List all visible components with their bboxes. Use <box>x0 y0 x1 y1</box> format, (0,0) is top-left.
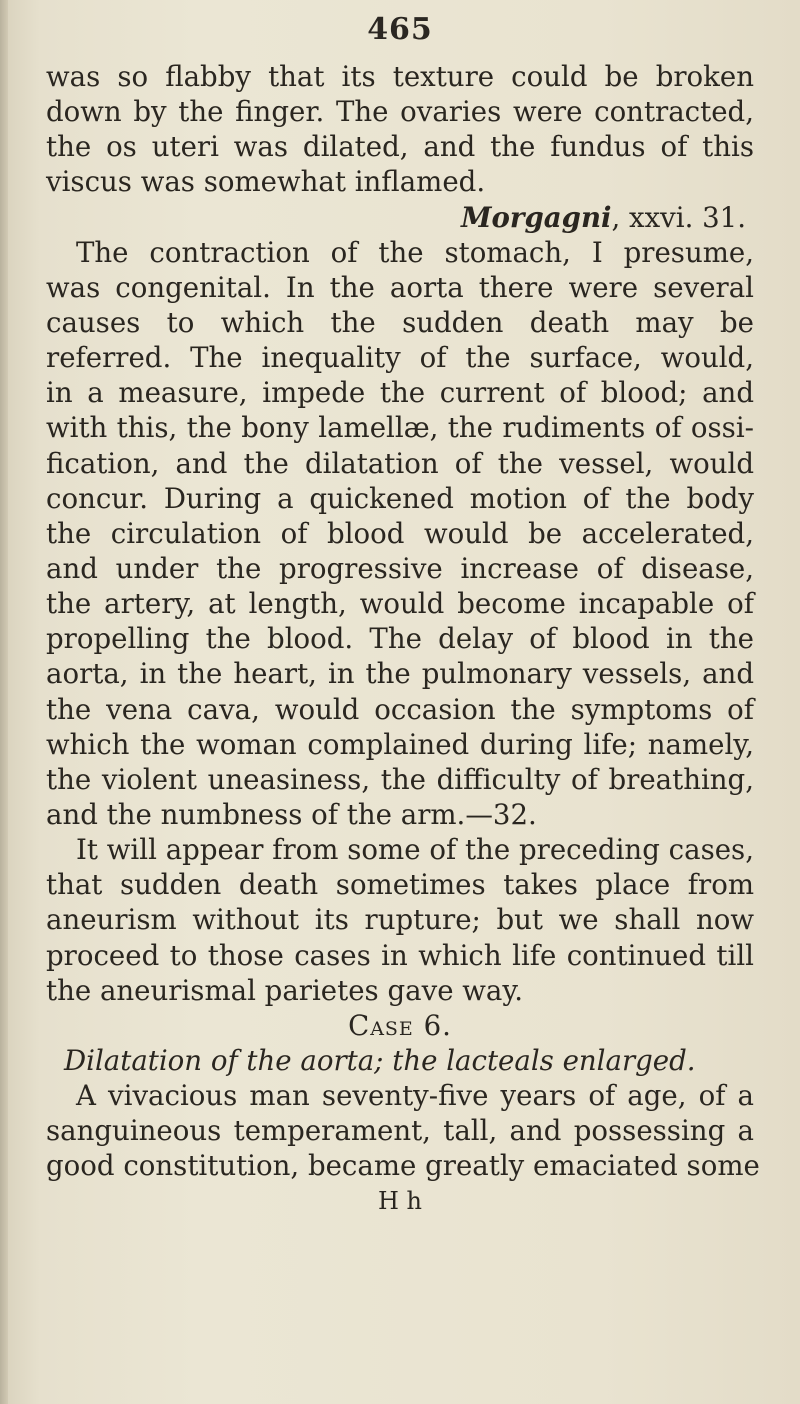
text-line: was congenital. In the aorta there were several <box>46 270 754 304</box>
text-line: propelling the blood. The delay of blood in the <box>46 622 754 656</box>
text-line: causes to which the sudden death may be <box>46 305 754 339</box>
text-line: viscus was somewhat inflamed. <box>46 165 486 199</box>
text-line: the vena cava, would occasion the symptoms of <box>46 692 754 726</box>
citation-reference: , xxvi. 31. <box>611 200 746 234</box>
signature-mark: H h <box>377 1186 422 1215</box>
text-line: The contraction of the stomach, I presume, <box>76 235 754 269</box>
text-line: the violent uneasiness, the difficulty of breathing, <box>46 762 754 796</box>
text-line: A vivacious man seventy-five years of age, of a <box>76 1079 754 1113</box>
text-line: the circulation of blood would be accelerated, <box>46 516 754 550</box>
text-line: the aneurismal parietes gave way. <box>46 973 524 1007</box>
text-line: proceed to those cases in which life continued till <box>46 938 754 972</box>
text-line: was so flabby that its texture could be broken <box>46 60 754 93</box>
text-line: concur. During a quickened motion of the body <box>46 481 754 515</box>
text-line: sanguineous temperament, tall, and possessing a <box>46 1114 754 1148</box>
citation <box>46 200 754 235</box>
text-line: down by the finger. The ovaries were contracted, <box>46 95 754 129</box>
case-heading: Case 6. <box>348 1008 452 1042</box>
text-line: It will appear from some of the preceding cases, <box>76 833 754 867</box>
text-line: the os uteri was dilated, and the fundus of this <box>46 130 754 164</box>
citation-author: Morgagni <box>460 200 612 234</box>
text-line: aneurism without its rupture; but we shall now <box>46 903 754 937</box>
page-number: 465 <box>367 12 433 47</box>
case-subheading: Dilatation of the aorta; the lacteals enlarged. <box>64 1043 696 1077</box>
text-line: that sudden death sometimes takes place from <box>46 868 754 902</box>
text-line: referred. The inequality of the surface, would, <box>46 341 754 375</box>
text-line: the artery, at length, would become incapable of <box>46 587 754 621</box>
text-line: and the numbness of the arm.—32. <box>46 797 537 831</box>
text-line: and under the progressive increase of disease, <box>46 551 754 585</box>
text-line: in a measure, impede the current of blood; and <box>46 376 754 410</box>
page-spine-shadow <box>0 0 8 1404</box>
text-line: which the woman complained during life; namely, <box>46 727 754 761</box>
page-body <box>46 59 760 1219</box>
text-line: with this, the bony lamellæ, the rudiments of ossi- <box>46 411 754 445</box>
text-line: fication, and the dilatation of the vessel, would <box>46 446 754 480</box>
text-line: good constitution, became greatly emaciated some <box>46 1149 760 1183</box>
text-line: aorta, in the heart, in the pulmonary vessels, and <box>46 657 754 691</box>
